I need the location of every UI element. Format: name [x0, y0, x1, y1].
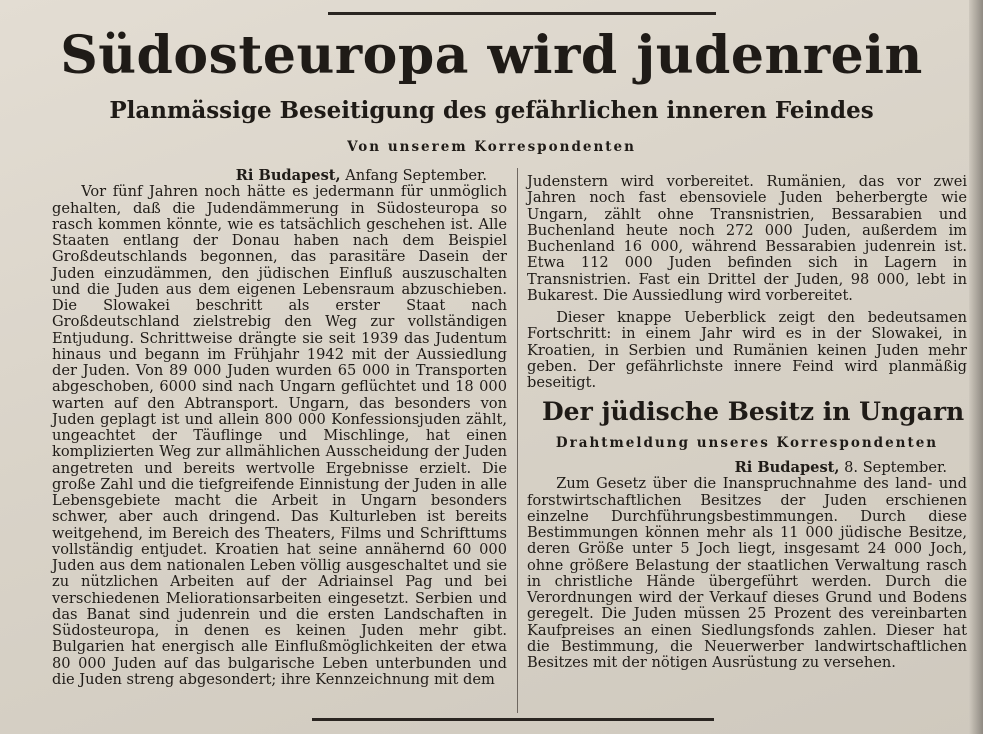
second-article-byline: Drahtmeldung unseres Korrespondenten — [555, 435, 939, 451]
article-paragraph: Judenstern wird vorbereitet. Rumänien, das vor zwei Jahren noch fast ebensoviele Juden beherbergte wie Ungarn, zählt ohne Transnistrien, Bessarabien und Buchenland heute noch 272 000 Juden, außerdem im Buchenland 16 000, während Bessarabien judenrein ist. Etwa 112 000 Juden befinden sich in Lagern in Transnistrien. Fast ein Drittel der Juden, 98 000, lebt in Bukarest. Die Aussiedlung wird vorbereitet. — [527, 173, 967, 304]
second-article-dateline — [527, 460, 967, 476]
column-divider — [517, 168, 518, 713]
dateline-date: Anfang September. — [345, 167, 487, 184]
dateline-place: Ri Budapest, — [235, 167, 341, 184]
article-paragraph: Vor fünf Jahren noch hätte es jedermann für unmöglich gehalten, daß die Judendämmerung in Südosteuropa so rasch kommen könnte, wie es tatsächlich geschehen ist. Alle Staaten entlang der Donau haben nach dem Beispiel Großdeutschlands begonnen, das parasitäre Dasein der Juden einzudämmen, den jüdischen Einfluß auszuschalten und die Juden aus dem eigenen Lebensraum abzuschieben. Die Slowakei beschritt als erster Staat nach Großdeutschland zielstrebig den Weg zur vollständigen Entjudung. Schrittweise drängte sie seit 1939 das Judentum hinaus und begann im Frühjahr 1942 mit der Aussiedlung der Juden. Von 89 000 Juden wurden 65 000 in Transporten abgeschoben, 6000 sind nach Ungarn geflüchtet und 18 000 warten auf den Abtransport. Ungarn, das besonders von Juden geplagt ist und allein 800 000 Konfessionsjuden zählt, ungeachtet der Täuflinge und Mischlinge, hat einen komplizierten Weg zur allmählichen Ausscheidung der Juden angetreten und bereits wertvolle Ergebnisse erzielt. Die große Zahl und die tiefgreifende Einnistung der Juden in alle Lebensgebiete macht die Arbeit in Ungarn besonders schwer, aber auch dringend. Das Kulturleben ist bereits weitgehend, im Bereich des Theaters, Films und Schrifttums vollständig entjudet. Kroatien hat seine annähernd 60 000 Juden aus dem nationalen Leben völlig ausgeschaltet und sie zu nützlichen Arbeiten auf der Adriainsel Pag und bei verschiedenen Meliorationsarbeiten eingesetzt. Serbien und das Banat sind judenrein und die ersten Landschaften in Südosteuropa, in denen es keinen Juden mehr gibt. Bulgarien hat energisch alle Einflußmöglichkeiten der etwa 80 000 Juden auf das bulgarische Leben unterbunden und die Juden streng abgesondert; ihre Kennzeichnung mit dem — [52, 183, 507, 688]
second-dateline-place: Ri Budapest, — [734, 459, 840, 476]
article-headline: Südosteuropa wird judenrein — [60, 25, 923, 86]
second-article-paragraph: Zum Gesetz über die Inanspruchnahme des land- und forstwirtschaftlichen Besitzes der Juden erschienen einzelne Durchführungsbestimmungen. Durch diese Bestimmungen können mehr als 11 000 jüdische Besitze, deren Größe unter 5 Joch liegt, insgesamt 24 000 Joch, ohne größere Belastung der staatlichen Verwaltung rasch in christliche Hände übergeführt werden. Durch die Verordnungen wird der Verkauf dieses Grund und Bodens geregelt. Die Juden müssen 25 Prozent des vereinbarten Kaufpreises an einen Siedlungsfonds zahlen. Dieser hat die Bestimmung, die Neuerwerber landwirtschaftlichen Besitzes mit der nötigen Ausrüstung zu versehen. — [527, 475, 967, 671]
second-article-headline: Der jüdische Besitz in Ungarn — [542, 397, 965, 426]
article-paragraph: Dieser knappe Ueberblick zeigt den bedeutsamen Fortschritt: in einem Jahr wird es in der Slowakei, in Kroatien, in Serbien und Rumänien keinen Juden mehr geben. Der gefährlichste innere Feind wird planmäßig beseitigt. — [527, 309, 967, 391]
article-dateline — [52, 168, 507, 184]
article-byline: Von unserem Korrespondenten — [347, 139, 636, 155]
second-dateline-date: 8. September. — [844, 459, 947, 476]
article-subheadline: Planmässige Beseitigung des gefährlichen inneren Feindes — [109, 97, 874, 124]
top-rule — [328, 12, 716, 15]
article-column-right — [527, 174, 967, 391]
second-article-body — [527, 460, 967, 671]
bottom-rule — [312, 718, 714, 721]
article-column-left — [52, 168, 507, 688]
